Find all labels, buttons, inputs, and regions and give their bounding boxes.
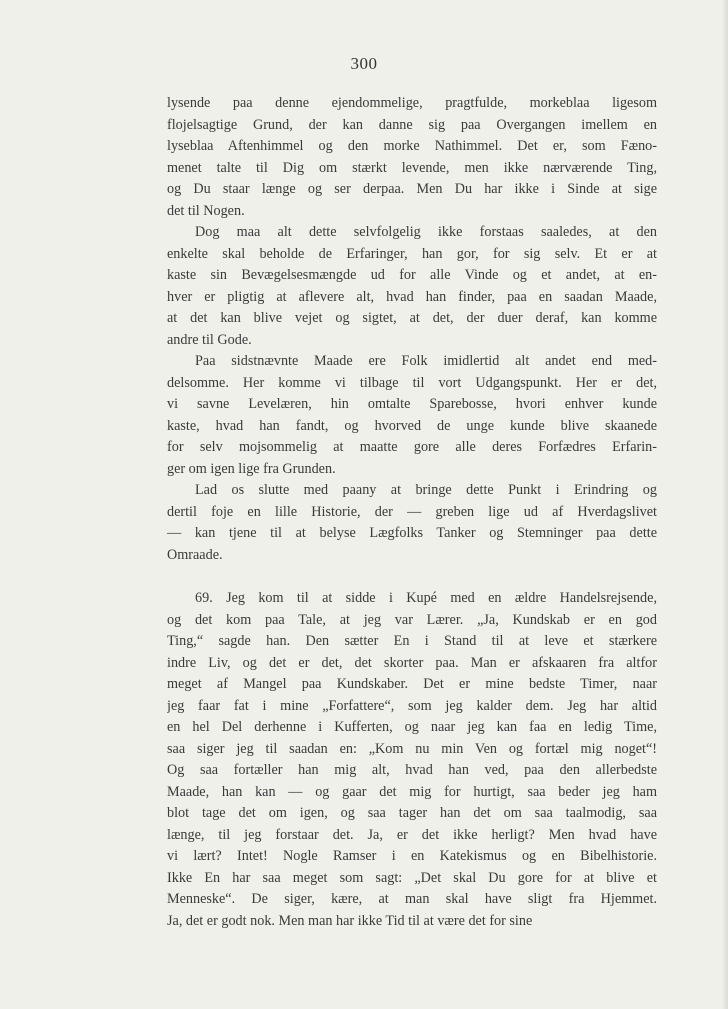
text-line: dertil foje en lille Historie, der — greben lige ud af Hverdagslivet [167, 503, 657, 520]
text-line: Maade, han kan — og gaar det mig for hurtigt, saa beder jeg ham [167, 783, 657, 800]
text-line: delsomme. Her komme vi tilbage til vort Udgangspunkt. Her er det, [167, 374, 657, 391]
text-line: kaste sin Bevægelsesmængde ud for alle Vinde og et andet, at en- [167, 267, 657, 283]
page-number: 300 [350, 54, 378, 73]
text-line: kaste, hvad han fandt, og hvorved de unge kunde blive skaanede [167, 417, 657, 434]
text-line: menet talte til Dig om stærkt levende, men ikke nærværende Ting, [167, 159, 657, 176]
text-line: ger om igen lige fra Grunden. [167, 460, 336, 477]
text-line: hver er pligtig at aflevere alt, hvad han finder, paa en saadan Maade, [167, 288, 657, 305]
body-text [167, 93, 657, 932]
text-line: saa siger jeg til saadan en: „Kom nu min Ven og fortæl mig noget“! [167, 740, 657, 757]
text-line: og Du staar længe og ser derpaa. Men Du har ikke i Sinde at sige [167, 181, 657, 197]
text-line: og det kom paa Tale, at jeg var Lærer. „Ja, Kundskab er en god [167, 611, 657, 628]
text-line: enkelte skal beholde de Erfaringer, han gor, for sig selv. Et er at [167, 245, 657, 262]
paragraph [167, 480, 657, 566]
text-line: længe, til jeg forstaar det. Ja, er det ikke herligt? Men hvad have [167, 826, 657, 843]
text-line: indre Liv, og det er det, det skorter paa. Man er afskaaren fra altfor [167, 654, 657, 671]
text-line: — kan tjene til at belyse Lægfolks Tanker og Stemninger paa dette [167, 525, 657, 541]
text-line: Dog maa alt dette selvfolgelig ikke forstaas saaledes, at den [195, 224, 657, 240]
paragraph [167, 588, 657, 932]
text-line: 69. Jeg kom til at sidde i Kupé med en ældre Handelsrejsende, [195, 590, 657, 606]
text-line: Lad os slutte med paany at bringe dette Punkt i Erindring og [195, 482, 657, 498]
text-line: andre til Gode. [167, 331, 252, 348]
text-line: jeg faar fat i mine „Forfattere“, som jeg kalder dem. Jeg har altid [167, 697, 657, 714]
paragraph [167, 93, 657, 222]
text-line: lysende paa denne ejendommelige, pragtfulde, morkeblaa ligesom [167, 95, 657, 111]
text-line: vi lært? Intet! Nogle Ramser i en Katekismus og en Bibelhistorie. [167, 848, 657, 864]
paragraph [167, 222, 657, 351]
text-line: lyseblaa Aftenhimmel og den morke Nathimmel. Det er, som Fæno- [167, 138, 657, 154]
page-edge-shadow [722, 0, 728, 1009]
text-line: en hel Del derhenne i Kufferten, og naar jeg kan faa en ledig Time, [167, 719, 657, 735]
section-gap [167, 566, 657, 588]
text-line: Ikke En har saa meget som sagt: „Det skal Du gore for at blive et [167, 869, 657, 886]
text-line: vi savne Levelæren, hin omtalte Sparebosse, hvori enhver kunde [167, 396, 657, 412]
text-line: Omraade. [167, 546, 223, 563]
text-line: at det kan blive vejet og sigtet, at det, der duer deraf, kan komme [167, 310, 657, 326]
text-line: Paa sidstnævnte Maade ere Folk imidlertid alt andet end med- [195, 353, 657, 369]
text-line: Ja, det er godt nok. Men man har ikke Tid til at være det for sine [167, 912, 533, 929]
text-line: Menneske“. De siger, kære, at man skal have sligt fra Hjemmet. [167, 891, 657, 907]
text-line: meget af Mangel paa Kundskaber. Det er mine bedste Timer, naar [167, 676, 657, 692]
text-line: blot tage det om igen, og saa tager han det om saa taalmodig, saa [167, 805, 657, 821]
text-line: flojelsagtige Grund, der kan danne sig paa Overgangen imellem en [167, 116, 657, 133]
text-line: for selv mojsommelig at maatte gore alle deres Forfædres Erfarin- [167, 439, 657, 455]
text-line: Og saa fortæller han mig alt, hvad han ved, paa den allerbedste [167, 762, 657, 778]
paragraph [167, 351, 657, 480]
text-line: det til Nogen. [167, 202, 245, 219]
text-line: Ting,“ sagde han. Den sætter En i Stand til at leve et stærkere [167, 633, 657, 649]
